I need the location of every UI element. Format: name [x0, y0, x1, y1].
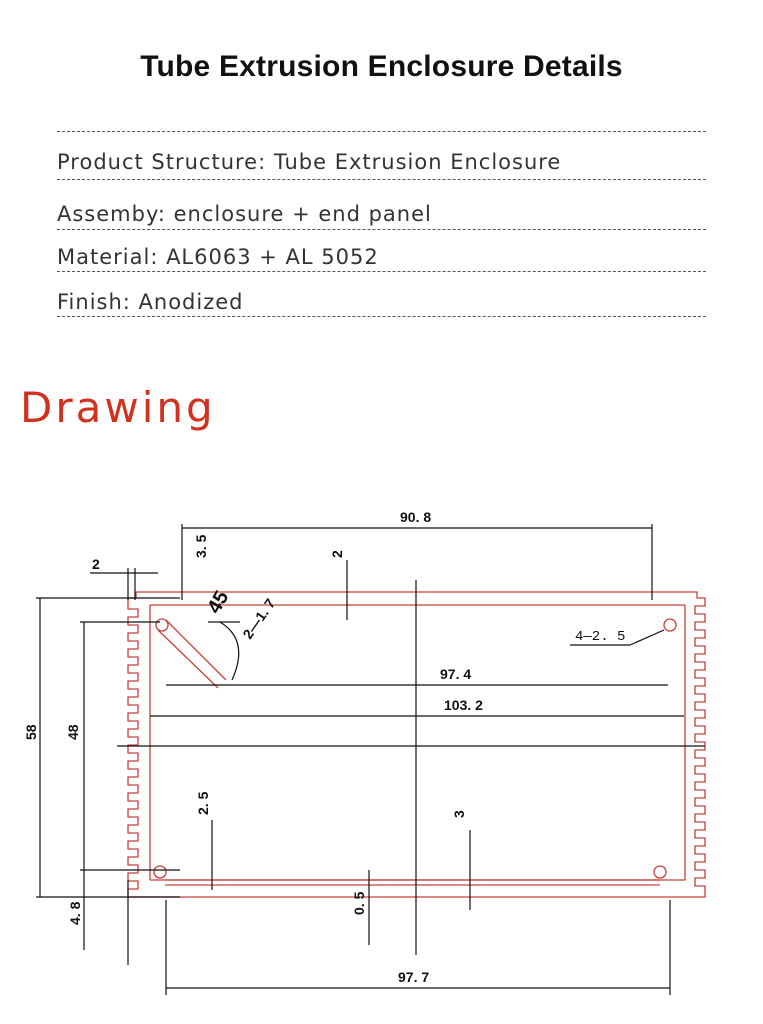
dim-top-width: 90. 8: [400, 509, 432, 525]
divider: [57, 131, 706, 132]
divider: [57, 179, 706, 180]
divider: [57, 229, 706, 230]
dim-top-offset: 3. 5: [193, 534, 209, 558]
dim-foot: 4. 8: [67, 901, 83, 925]
divider: [57, 316, 706, 317]
screw-slot: [654, 866, 666, 878]
dim-angle: 45: [203, 587, 234, 618]
dim-floor: 3: [451, 810, 467, 818]
dim-rail: 2. 5: [195, 791, 211, 815]
dim-wall-side: 2: [92, 556, 100, 572]
dim-slot: 2—1. 7: [239, 595, 279, 642]
inner-outline: [150, 605, 685, 880]
screw-slot: [664, 619, 676, 631]
slot-channel: [158, 620, 226, 688]
dim-holes: 4—2. 5: [575, 629, 626, 645]
detail-assembly: Assemby: enclosure + end panel: [57, 202, 432, 226]
dim-outer-width: 103. 2: [444, 697, 483, 713]
dim-wall-top: 2: [329, 550, 345, 558]
dim-bottom-width: 97. 7: [398, 969, 430, 985]
divider: [57, 271, 706, 272]
dim-gap: 0. 5: [351, 891, 367, 915]
detail-product-structure: Product Structure: Tube Extrusion Enclosure: [57, 150, 562, 174]
section-heading: Drawing: [20, 383, 216, 432]
floor-rail: [165, 880, 660, 885]
dim-inner-height: 48: [65, 724, 81, 740]
detail-finish: Finish: Anodized: [57, 290, 244, 314]
dim-total-height: 58: [23, 724, 39, 740]
page-title: Tube Extrusion Enclosure Details: [140, 50, 623, 83]
detail-material: Material: AL6063 + AL 5052: [57, 245, 379, 269]
dim-inner-width: 97. 4: [440, 666, 472, 682]
screw-slot: [154, 866, 166, 878]
technical-drawing: [0, 460, 763, 1024]
